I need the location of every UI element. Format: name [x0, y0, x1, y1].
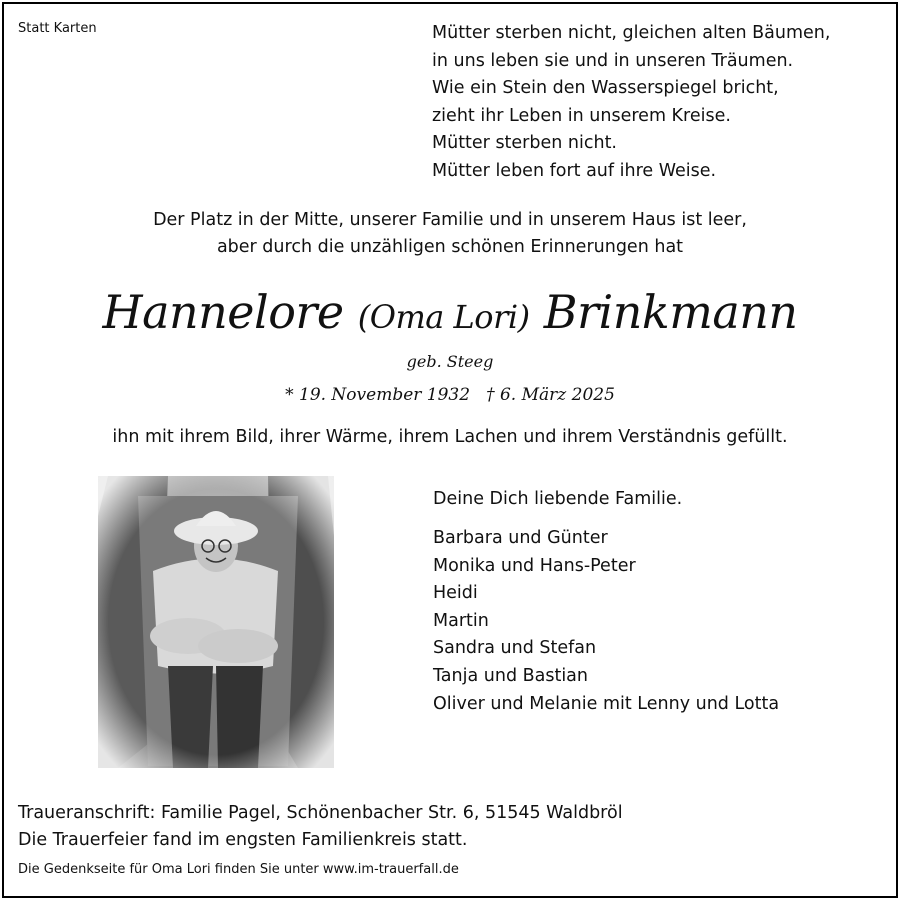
life-dates	[0, 385, 900, 405]
ceremony-note: Die Trauerfeier fand im engsten Familienkreis statt.	[18, 830, 468, 850]
death-date: † 6. März 2025	[486, 385, 615, 405]
poem-line: in uns leben sie und in unseren Träumen.	[432, 50, 794, 71]
intro-text	[0, 207, 900, 261]
birth-date: * 19. November 1932	[285, 385, 471, 405]
poem-line: Mütter sterben nicht, gleichen alten Bäumen,	[432, 23, 831, 43]
poem-line: Mütter sterben nicht.	[432, 133, 617, 153]
family-greeting: Deine Dich liebende Familie.	[433, 489, 683, 509]
family-member: Martin	[433, 610, 489, 631]
family-member: Sandra und Stefan	[433, 638, 597, 659]
first-name: Hannelore	[102, 285, 344, 339]
family-member: Tanja und Bastian	[433, 665, 588, 686]
poem-line: Wie ein Stein den Wasserspiegel bricht,	[432, 78, 779, 98]
family-signatures	[433, 486, 779, 718]
mourning-address: Traueranschrift: Familie Pagel, Schönenbacher Str. 6, 51545 Waldbröl	[18, 803, 623, 823]
intro-line-1: Der Platz in der Mitte, unserer Familie und in unserem Haus ist leer,	[153, 210, 747, 230]
deceased-name	[0, 285, 900, 339]
memorial-website-note: Die Gedenkseite für Oma Lori finden Sie unter www.im-trauerfall.de	[18, 862, 459, 877]
footer-info	[18, 800, 623, 854]
poem-line: zieht ihr Leben in unserem Kreise.	[432, 105, 731, 126]
poem	[432, 20, 830, 185]
nickname: (Oma Lori)	[357, 298, 530, 336]
family-member: Oliver und Melanie mit Lenny und Lotta	[433, 693, 780, 714]
poem-line: Mütter leben fort auf ihre Weise.	[432, 160, 717, 181]
last-name: Brinkmann	[543, 285, 798, 339]
family-member: Monika und Hans-Peter	[433, 555, 636, 576]
portrait-image	[98, 476, 334, 768]
statt-karten-label: Statt Karten	[18, 21, 97, 36]
filled-line: ihn mit ihrem Bild, ihrer Wärme, ihrem Lachen und ihrem Verständnis gefüllt.	[112, 427, 788, 447]
family-member: Barbara und Günter	[433, 528, 608, 548]
portrait-photo	[98, 476, 334, 768]
birth-name: geb. Steeg	[406, 352, 494, 371]
family-member: Heidi	[433, 583, 478, 604]
intro-line-2: aber durch die unzähligen schönen Erinnerungen hat	[216, 237, 684, 257]
